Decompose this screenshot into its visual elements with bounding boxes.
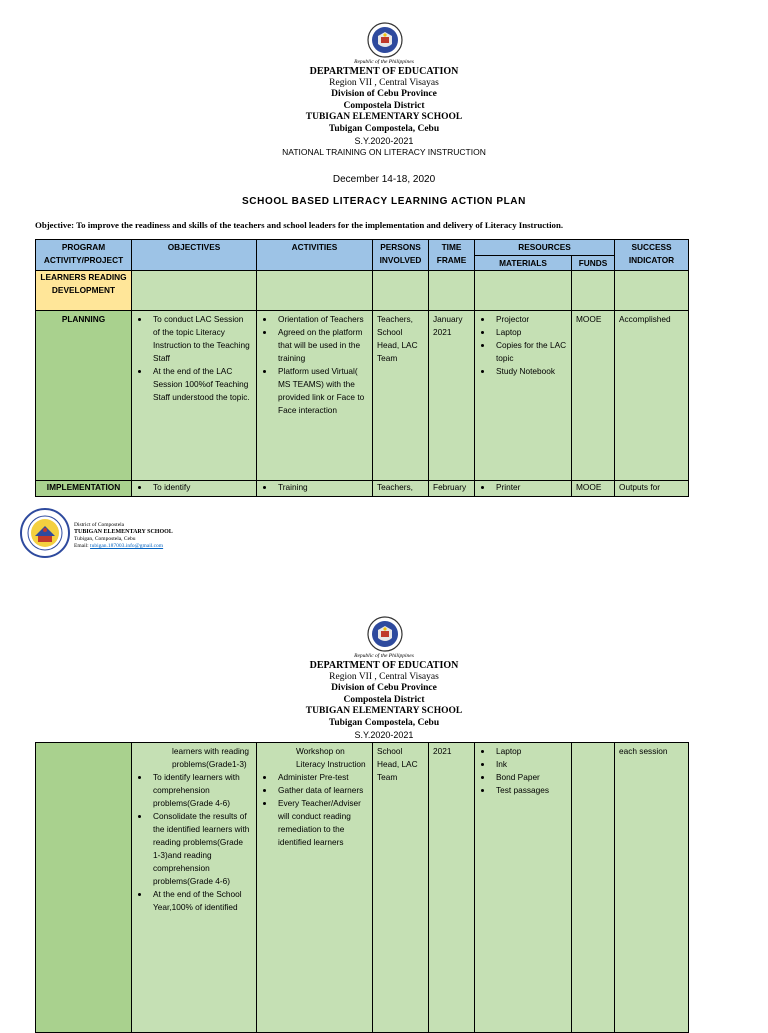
header-success: SUCCESS INDICATOR <box>615 240 689 271</box>
planning-materials <box>475 311 572 481</box>
list-item: • Administer Pre-test <box>275 771 368 784</box>
republic-text: Republic of the Philippines <box>354 653 414 659</box>
list-item: • Laptop <box>493 745 567 758</box>
deped-seal-icon <box>367 616 403 652</box>
planning-objectives <box>132 311 257 481</box>
continued-funds <box>572 743 615 1033</box>
program-planning: PLANNING <box>36 311 132 481</box>
header-activities: ACTIVITIES <box>257 240 373 271</box>
program-learners: LEARNERS READING DEVELOPMENT <box>36 271 132 311</box>
list-item: • Laptop <box>493 326 567 339</box>
table-row <box>36 271 689 311</box>
footer-address: Tubigan, Compostela, Cebu <box>74 536 136 542</box>
list-item: Workshop on Literacy Instruction <box>296 746 366 769</box>
school-year: S.Y.2020-2021 <box>354 135 414 146</box>
footer-district: District of Compostela <box>74 522 125 528</box>
header-resources: RESOURCES <box>475 240 615 256</box>
implementation-time: February <box>429 481 475 497</box>
division-name: Division of Cebu Province <box>331 683 437 694</box>
continued-objectives <box>132 743 257 1033</box>
header-materials: MATERIALS <box>475 255 572 271</box>
table-header-row <box>36 240 689 256</box>
action-plan-table <box>35 239 689 497</box>
list-item: • Test passages <box>493 784 567 797</box>
header-persons: PERSONS INVOLVED <box>373 240 429 271</box>
continued-activities <box>257 743 373 1033</box>
planning-time: January 2021 <box>429 311 475 481</box>
list-item: • Projector <box>493 313 567 326</box>
school-year: S.Y.2020-2021 <box>354 729 414 740</box>
district-name: Compostela District <box>343 100 425 111</box>
table-row <box>36 311 689 481</box>
implementation-activities <box>257 481 373 497</box>
list-item: • To identify <box>150 481 252 494</box>
list-item: • Gather data of learners <box>275 784 368 797</box>
school-address: Tubigan Compostela, Cebu <box>328 717 440 728</box>
list-item: • Study Notebook <box>493 365 567 378</box>
program-cell <box>36 743 132 1033</box>
table-row <box>36 481 689 497</box>
district-name: Compostela District <box>343 694 425 705</box>
region-name: Region VII , Central Visayas <box>329 77 439 88</box>
training-title: NATIONAL TRAINING ON LITERACY INSTRUCTION <box>282 147 486 158</box>
implementation-materials <box>475 481 572 497</box>
plan-objective: Objective: To improve the readiness and skills of the teachers and school leaders for the implementation and delivery of Literacy Instruction. <box>35 220 564 230</box>
implementation-persons: Teachers, <box>373 481 429 497</box>
list-item: • To identify learners with comprehension problems(Grade 4-6) <box>150 771 252 810</box>
footer-email-link[interactable]: tubigan.187003.info@gmail.com <box>90 543 164 549</box>
division-name: Division of Cebu Province <box>331 89 437 100</box>
list-item: • Consolidate the results of the identified learners with reading problems(Grade 1-3)and reading comprehension problems(Grade 4-6) <box>150 810 252 888</box>
list-item: learners with reading problems(Grade1-3) <box>172 746 250 769</box>
list-item: • At the end of the LAC Session 100%of Teaching Staff understood the topic. <box>150 365 252 404</box>
list-item: • Printer <box>493 481 567 494</box>
table-row <box>36 743 689 1033</box>
list-item: • To conduct LAC Session of the topic Literacy Instruction to the Teaching Staff <box>150 313 252 365</box>
planning-activities <box>257 311 373 481</box>
list-item: • Bond Paper <box>493 771 567 784</box>
continued-materials <box>475 743 572 1033</box>
republic-text: Republic of the Philippines <box>354 59 414 65</box>
department-name: DEPARTMENT OF EDUCATION <box>309 66 459 77</box>
implementation-funds: MOOE <box>572 481 615 497</box>
plan-title: SCHOOL BASED LITERACY LEARNING ACTION PLAN <box>242 196 526 207</box>
list-item: • Orientation of Teachers <box>275 313 368 326</box>
continued-persons: School Head, LAC Team <box>373 743 429 1033</box>
list-item: • Platform used Virtual( MS TEAMS) with the provided link or Face to Face interaction <box>275 365 368 417</box>
planning-funds: MOOE <box>572 311 615 481</box>
list-item: • Every Teacher/Adviser will conduct reading remediation to the identified learners <box>275 797 368 849</box>
planning-success: Accomplished <box>615 311 689 481</box>
region-name: Region VII , Central Visayas <box>329 671 439 682</box>
implementation-success: Outputs for <box>615 481 689 497</box>
footer-text <box>74 522 374 550</box>
header-funds: FUNDS <box>572 255 615 271</box>
list-item: • Agreed on the platform that will be used in the training <box>275 326 368 365</box>
implementation-objectives <box>132 481 257 497</box>
plan-date: December 14-18, 2020 <box>332 174 436 185</box>
letterhead <box>0 58 768 159</box>
deped-seal-icon <box>367 22 403 58</box>
department-name: DEPARTMENT OF EDUCATION <box>309 660 459 671</box>
program-implementation: IMPLEMENTATION <box>36 481 132 497</box>
action-plan-table-continued <box>35 742 689 1033</box>
header-program: PROGRAM ACTIVITY/PROJECT <box>36 240 132 271</box>
list-item: • Training <box>275 481 368 494</box>
school-logo-icon <box>20 508 70 558</box>
school-address: Tubigan Compostela, Cebu <box>328 123 440 134</box>
school-name: TUBIGAN ELEMENTARY SCHOOL <box>305 706 463 717</box>
header-objectives: OBJECTIVES <box>132 240 257 271</box>
footer-email-label: Email: <box>74 543 91 549</box>
list-item: • At the end of the School Year,100% of identified <box>150 888 252 914</box>
letterhead <box>0 652 768 741</box>
planning-persons: Teachers, School Head, LAC Team <box>373 311 429 481</box>
list-item: • Copies for the LAC topic <box>493 339 567 365</box>
school-name: TUBIGAN ELEMENTARY SCHOOL <box>305 112 463 123</box>
footer-school: TUBIGAN ELEMENTARY SCHOOL <box>74 529 173 535</box>
header-time: TIME FRAME <box>429 240 475 271</box>
continued-success: each session <box>615 743 689 1033</box>
list-item: • Ink <box>493 758 567 771</box>
continued-time: 2021 <box>429 743 475 1033</box>
